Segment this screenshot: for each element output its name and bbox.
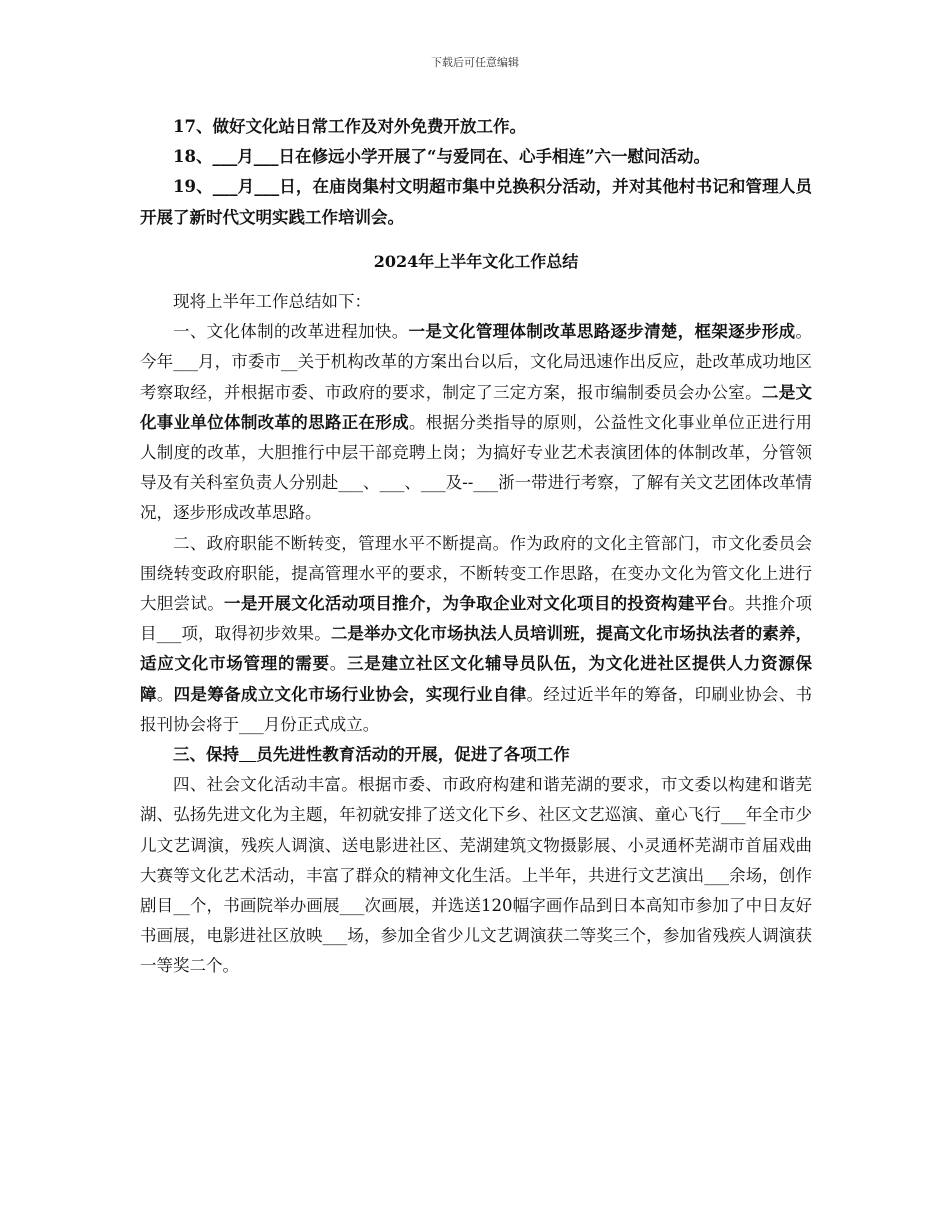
paragraph-2 [140, 529, 812, 740]
p3-text-b: 员先进性教育活动的开展，促进了各项工作 [256, 745, 570, 765]
p3-text-a: 三、保持 [173, 745, 239, 765]
p1-bold-d: 二是文化事业单位体制改革的思路正在形成 [140, 382, 813, 432]
list-item-19: 19、___月___日，在庙岗集村文明超市集中兑换积分活动，并对其他村书记和管理人员开展了新时代文明实践工作培训会。 [140, 177, 812, 227]
p1-text-e: 。根据分类指导的原则，公益性文化事业单位正进行用人制度的改革，大胆推行中层干部竞聘上岗；为搞好专业艺术表演团体的体制改革，分管领导及有关科室负责人分别赴___、___、___及--___浙一带进行考察，了解有关文艺团体改革情况，逐步形成改革思路。 [140, 412, 813, 523]
page-header: 下载后可任意编辑 [431, 56, 519, 69]
list-item-17: 17、做好文化站日常工作及对外免费开放工作。 [173, 117, 526, 136]
p2-text-i: 。经过近半年的筹备，印刷业协会、书报刊协会将于___月份正式成立。 [140, 684, 813, 734]
document-title: 2024年上半年文化工作总结 [373, 251, 579, 271]
p2-bold-d: 二是举办文化市场执法人员培训班，提高文化市场执法者的素养，适应文化市场管理的需要 [140, 624, 813, 674]
p2-bold-h: 四是筹备成立文化市场行业协会，实现行业自律 [173, 684, 527, 704]
p1-bold-b: 一是文化管理体制改革思路逐步清楚，框架逐步形成 [408, 322, 796, 342]
p1-text-a: 一、文化体制的改革进程加快。 [173, 322, 409, 342]
p2-bold-b: 一是开展文化活动项目推介，为争取企业对文化项目的投资构建平台 [224, 594, 729, 614]
p2-text-e: 。 [329, 654, 347, 674]
p2-bold-f: 三是建立社区文化辅导员队伍，为文化进社区提供人力资源保障 [140, 654, 812, 704]
paragraph-1 [140, 317, 812, 528]
p1-text-c: 。今年___月，市委市__关于机构改革的方案出台以后，文化局迅速作出反应，赴改革成功地区考察取经，并根据市委、市政府的要求，制定了三定方案，报市编制委员会办公室。 [140, 322, 813, 402]
paragraph-4: 四、社会文化活动丰富。根据市委、市政府构建和谐芜湖的要求，市文委以构建和谐芜湖、弘扬先进文化为主题，年初就安排了送文化下乡、社区文艺巡演、童心飞行___年全市少儿文艺调演，残疾人调演、送电影进社区、芜湖建筑文物摄影展、小灵通杯芜湖市首届戏曲大赛等文化艺术活动，丰富了群众的精神文化生活。上半年，共进行文艺演出___余场，创作剧目__个，书画院举办画展___次画展，并选送120幅字画作品到日本高知市参加了中日友好书画展，电影进社区放映___场，参加全省少儿文艺调演获二等奖三个，参加省残疾人调演获一等奖二个。 [140, 775, 812, 976]
intro-paragraph: 现将上半年工作总结如下： [173, 292, 371, 312]
p2-text-g: 。 [156, 684, 174, 704]
p3-blank [239, 745, 256, 764]
p2-text-c: 。共推介项目___项，取得初步效果。 [140, 594, 813, 644]
p2-text-a: 二、政府职能不断转变，管理水平不断提高。作为政府的文化主管部门，市文化委员会围绕转变政府职能，提高管理水平的要求，不断转变工作思路，在变办文化为管文化上进行大胆尝试。 [140, 533, 812, 614]
paragraph-3 [140, 740, 812, 770]
document-body [140, 112, 812, 982]
list-item-18: 18、___月___日在修远小学开展了“与爱同在、心手相连”六一慰问活动。 [173, 147, 710, 167]
